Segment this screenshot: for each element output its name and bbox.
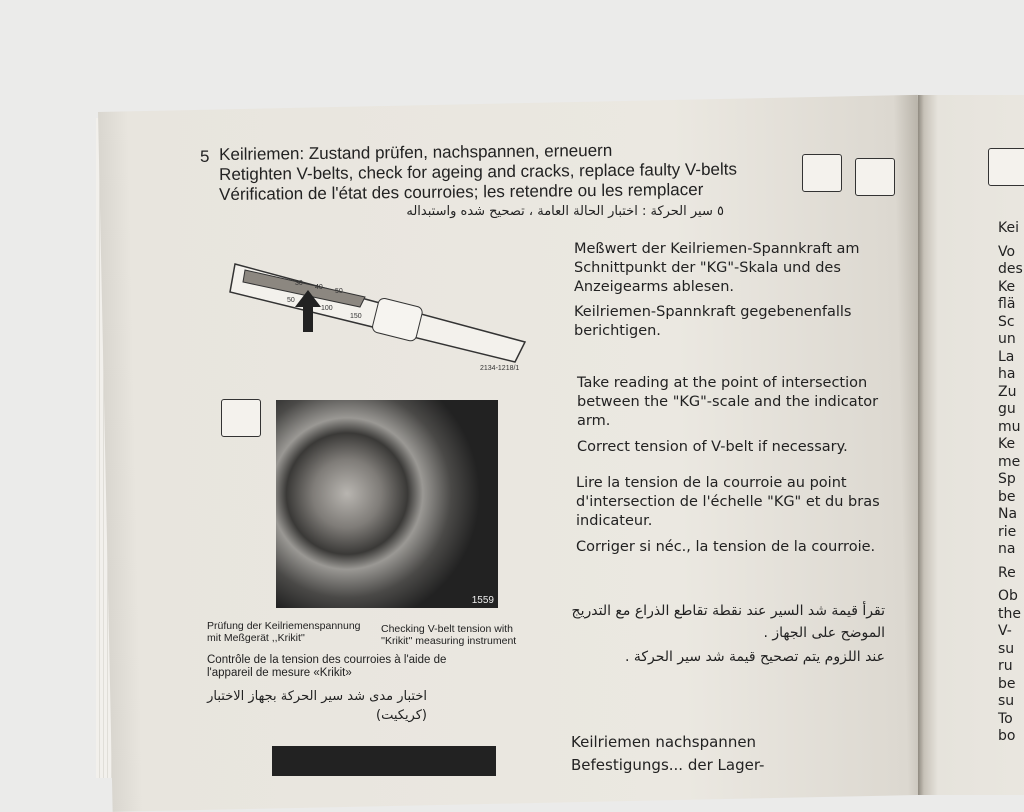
title-en: Retighten V-belts, check for ageing and cracks, replace faulty V-belts <box>219 159 738 184</box>
subheading: Keilriemen nachspannen <box>571 733 757 751</box>
caption-de: Prüfung der Keilriemenspannung mit Meßgerät ,,Krikit'' <box>207 620 361 644</box>
next-page-line: Ke <box>998 436 1016 452</box>
krikit-photo <box>276 400 498 608</box>
text-ar-1: تقرأ قيمة شد السير عند نقطة تقاطع الذراع مع التدريج الموضح على الجهاز . <box>571 603 885 641</box>
scale-tick: 50 <box>287 297 295 304</box>
title-de: Keilriemen: Zustand prüfen, nachspannen, erneuern <box>219 140 613 164</box>
next-page-line: Re <box>998 564 1016 581</box>
next-page-text <box>998 220 1023 746</box>
text-en-1: Take reading at the point of intersection between the "KG"-scale and the indicator arm. <box>577 375 879 429</box>
next-page-line: be <box>998 488 1016 505</box>
title-fr: Vérification de l'état des courroies; les retendre ou les remplacer <box>219 179 704 204</box>
engine-icon <box>802 154 842 192</box>
text-ar-2: عند اللزوم يتم تصحيح قيمة شد سير الحركة . <box>624 649 885 665</box>
next-page-line: Ke <box>998 278 1016 295</box>
krikit-diagram <box>225 252 535 377</box>
text-de-2: Keilriemen-Spannkraft gegebenenfalls berichtigen. <box>574 304 852 339</box>
next-page-line: su <box>998 693 1015 709</box>
section-number: 5 <box>200 147 210 166</box>
next-page-line: gu <box>998 401 1016 417</box>
caption-ar: اختبار مدى شد سير الحركة بجهاز الاختبار (كريكيت) <box>207 689 427 723</box>
next-page-line: V- <box>998 623 1012 639</box>
next-page-line: Sp <box>998 471 1016 487</box>
next-page-line: Na <box>998 506 1018 522</box>
scale-tick: 40 <box>315 284 323 291</box>
text-fr-2: Corriger si néc., la tension de la courroie. <box>576 539 876 555</box>
scale-tick: 30 <box>295 280 303 287</box>
next-page-line: bo <box>998 728 1016 744</box>
next-page-line: flä <box>998 296 1016 312</box>
next-page-line: Sc <box>998 313 1015 330</box>
text-en-2: Correct tension of V-belt if necessary. <box>577 439 848 455</box>
next-page-line: be <box>998 675 1016 692</box>
scale-tick: 150 <box>350 313 362 320</box>
next-page-line: na <box>998 541 1016 557</box>
next-page-line: ha <box>998 366 1016 382</box>
next-page-line: To <box>998 710 1013 727</box>
scale-tick: 50 <box>335 288 343 295</box>
cut-line: Befestigungs... der Lager- <box>571 756 765 774</box>
scale-tick: 100 <box>321 305 333 312</box>
engine-icon-next-page <box>988 148 1024 186</box>
next-page-line: La <box>998 348 1015 365</box>
next-page-line: me <box>998 453 1021 470</box>
next-page-line: rie <box>998 523 1017 540</box>
next-page-line: the <box>998 605 1021 622</box>
next-page-line: Ob <box>998 588 1018 604</box>
next-page-line: ru <box>998 658 1013 674</box>
next-page-line: su <box>998 640 1015 657</box>
diagram-label: 2134-1218/1 <box>480 365 520 372</box>
caption-en: Checking V-belt tension with ''Krikit'' measuring instrument <box>381 623 517 647</box>
engine-icon-small <box>221 399 261 437</box>
next-page-line: un <box>998 331 1016 347</box>
next-page-line: Kei <box>998 220 1019 236</box>
second-photo <box>272 746 496 776</box>
photo-label: 1559 <box>471 595 494 606</box>
next-page-line: des <box>998 261 1023 277</box>
title-ar: ٥ سير الحركة : اختبار الحالة العامة ، تصحيح شده واستبداله <box>406 204 724 219</box>
engine-side-icon <box>855 158 895 196</box>
next-page-line: Zu <box>998 383 1017 400</box>
next-page-line: mu <box>998 418 1021 435</box>
caption-fr: Contrôle de la tension des courroies à l'aide de l'appareil de mesure «Krikit» <box>207 654 447 679</box>
text-fr-1: Lire la tension de la courroie au point d'intersection de l'échelle "KG" et du bras indicateur. <box>576 475 880 529</box>
next-page-line: Vo <box>998 243 1016 260</box>
text-de-1: Meßwert der Keilriemen-Spannkraft am Schnittpunkt der "KG"-Skala und des Anzeigearms ablesen. <box>574 241 860 295</box>
